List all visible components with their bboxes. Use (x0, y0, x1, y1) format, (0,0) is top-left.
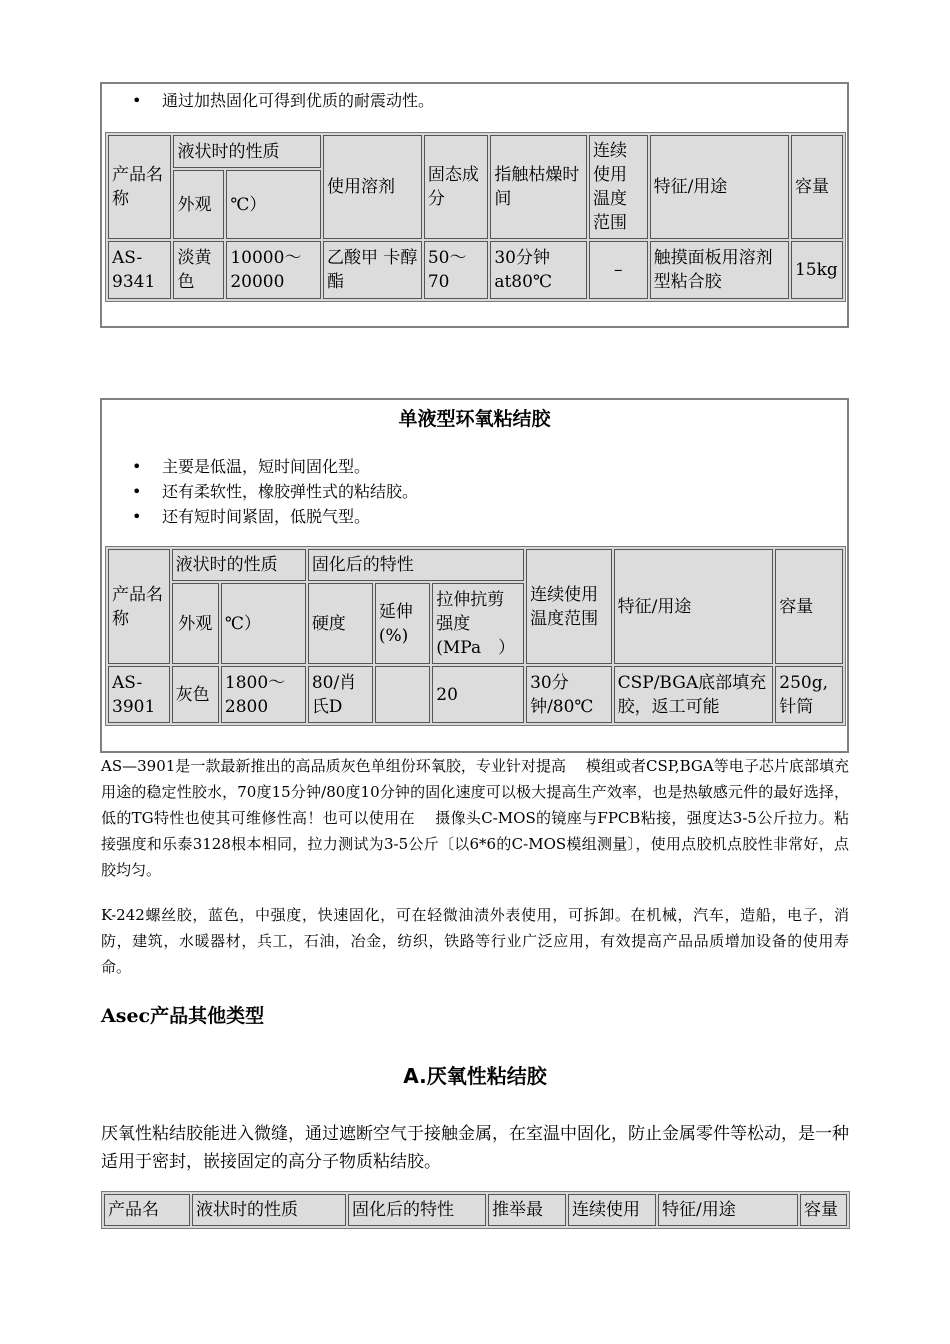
product-box-as9341 (100, 82, 849, 328)
spec-table-as9341 (105, 132, 846, 302)
header-capacity: 容量 (791, 135, 843, 239)
header-product-name: 产品名 (104, 1194, 190, 1226)
feature-bullet-list (102, 88, 847, 113)
header-recommended: 推举最 (488, 1194, 566, 1226)
paragraph-anaerobic-description: 厌氧性粘结胶能进入微缝，通过遮断空气于接触金属，在室温中固化，防止金属零件等松动，是一种适用于密封，嵌接固定的高分子物质粘结胶。 (101, 1124, 849, 1172)
bullet-item: • 还有短时间紧固，低脱气型。 (102, 504, 847, 529)
cell-viscosity: 1800～2800 (221, 666, 306, 723)
paragraph-as3901-description: AS—3901是一款最新推出的高品质灰色单组份环氧胶，专业针对提高 模组或者CSP,BGA等电子芯片底部填充用途的稳定性胶水，70度15分钟/80度10分钟的固化速度可以极大提高生产效率，也是热敏感元件的最好选择，低的TG特性也使其可维修性高！也可以使用在 摄像头C-MOS的镜座与FPCB粘接，强度达3-5公斤拉力。粘接强度和乐泰3128根本相同，拉力测试为3-5公斤〔以6*6的C-MOS模组测量〕，使用点胶机点胶性非常好，点胶均匀。 (101, 757, 849, 879)
header-temp-range: 连续使用温度范围 (526, 549, 612, 664)
header-liquid-props: 液状时的性质 (192, 1194, 346, 1226)
cell-appearance: 淡黄色 (173, 241, 224, 299)
cell-hardness: 80/肖氏D (308, 666, 373, 723)
header-appearance: 外观 (172, 583, 219, 664)
header-feature: 特征/用途 (650, 135, 789, 239)
header-liquid-props: 液状时的性质 (172, 549, 306, 581)
cell-feature: 触摸面板用溶剂型粘合胶 (650, 241, 789, 299)
spec-table-anaerobic (101, 1191, 850, 1229)
header-elongation: 延伸(%) (375, 583, 430, 664)
header-cured-props: 固化后的特性 (308, 549, 524, 581)
header-product-name: 产品名称 (108, 549, 170, 664)
header-cured-props: 固化后的特性 (348, 1194, 486, 1226)
header-tack-time: 指触枯燥时间 (490, 135, 587, 239)
header-capacity: 容量 (800, 1194, 847, 1226)
header-feature: 特征/用途 (614, 549, 774, 664)
cell-feature: CSP/BGA底部填充胶，返工可能 (614, 666, 774, 723)
cell-viscosity: 10000～20000 (226, 241, 321, 299)
spec-table-as3901 (105, 546, 846, 726)
section-title-epoxy: 单液型环氧粘结胶 (398, 408, 551, 430)
cell-solvent: 乙酸甲 卡醇酯 (323, 241, 422, 299)
heading-section-a: A.厌氧性粘结胶 (403, 1064, 547, 1088)
cell-elongation (375, 666, 430, 723)
header-solids: 固态成分 (424, 135, 489, 239)
heading-other-types: Asec产品其他类型 (101, 1005, 265, 1027)
paragraph-k242-description: K-242螺丝胶，蓝色，中强度，快速固化，可在轻微油渍外表使用，可拆卸。在机械，汽车，造船，电子，消防，建筑，水暖器材，兵工，石油，冶金，纺织，铁路等行业广泛应用，有效提高产品品质增加设备的使用寿命。 (101, 906, 849, 976)
header-hardness: 硬度 (308, 583, 373, 664)
header-product-name: 产品名称 (108, 135, 171, 239)
bullet-item: • 通过加热固化可得到优质的耐震动性。 (102, 88, 847, 113)
bullet-item: • 主要是低温，短时间固化型。 (102, 454, 847, 479)
cell-temp-range: – (589, 241, 648, 299)
header-temp-range: 连续使用 (568, 1194, 656, 1226)
cell-shear-strength: 20 (432, 666, 524, 723)
product-box-epoxy (100, 398, 849, 753)
header-appearance: 外观 (173, 170, 224, 239)
cell-name: AS-3901 (108, 666, 170, 723)
feature-bullet-list (102, 454, 847, 529)
header-viscosity-unit: ℃） (221, 583, 306, 664)
cell-capacity: 250g,针筒 (775, 666, 843, 723)
header-shear-strength: 拉伸抗剪强度(MPa ） (432, 583, 524, 664)
header-solvent: 使用溶剂 (323, 135, 422, 239)
header-liquid-props: 液状时的性质 (173, 135, 321, 168)
header-temp-range: 连续使用温度范围 (589, 135, 648, 239)
bullet-item: • 还有柔软性，橡胶弹性式的粘结胶。 (102, 479, 847, 504)
cell-solids: 50～70 (424, 241, 489, 299)
cell-tack-time: 30分钟at80℃ (490, 241, 587, 299)
header-feature: 特征/用途 (658, 1194, 798, 1226)
cell-temp-range: 30分钟/80℃ (526, 666, 612, 723)
cell-capacity: 15kg (791, 241, 843, 299)
header-viscosity-unit: ℃） (226, 170, 321, 239)
header-capacity: 容量 (775, 549, 843, 664)
cell-name: AS-9341 (108, 241, 171, 299)
cell-appearance: 灰色 (172, 666, 219, 723)
